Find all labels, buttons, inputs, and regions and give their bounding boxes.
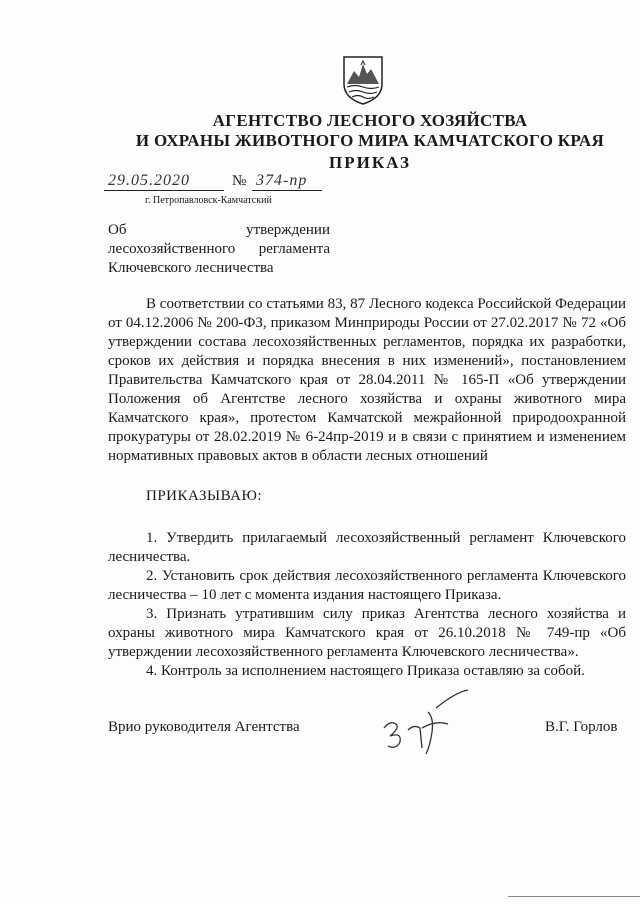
order-word: ПРИКАЗЫВАЮ:: [146, 488, 263, 504]
order-item: 1. Утвердить прилагаемый лесохозяйственный регламент Ключевского лесничества.: [108, 530, 626, 565]
handwritten-signature-icon: [376, 688, 476, 758]
order-item: 2. Установить срок действия лесохозяйственного регламента Ключевского лесничества – 10 лет с момента издания настоящего Приказа.: [108, 568, 626, 603]
order-items: [108, 529, 626, 681]
order-item: 4. Контроль за исполнением настоящего Приказа оставляю за собой.: [146, 663, 585, 679]
order-subject: Об утверждении лесохозяйственного регламента Ключевского лесничества: [108, 222, 330, 276]
document-type: ПРИКАЗ: [329, 153, 411, 172]
date-underline: [104, 190, 224, 191]
order-date: 29.05.2020: [108, 172, 190, 189]
order-number: 374-пр: [256, 172, 308, 189]
signatory-position: Врио руководителя Агентства: [108, 719, 300, 735]
city: г. Петропавловск-Камчатский: [145, 195, 272, 206]
number-label: №: [232, 173, 247, 189]
scan-edge-line: [508, 896, 640, 897]
agency-name-line-2: И ОХРАНЫ ЖИВОТНОГО МИРА КАМЧАТСКОГО КРАЯ: [135, 131, 605, 150]
agency-name-line-1: АГЕНТСТВО ЛЕСНОГО ХОЗЯЙСТВА: [212, 111, 528, 130]
number-underline: [252, 190, 322, 191]
kamchatka-coat-of-arms-icon: [341, 54, 385, 106]
preamble-paragraph: В соответствии со статьями 83, 87 Лесного кодекса Российской Федерации от 04.12.2006 № 200-ФЗ, приказом Минприроды России от 27.02.2017 № 72 «Об утверждении состава лесохозяйственных регламентов, порядка их разработки, сроков их действия и порядка внесения в них изменений», постановлением Правительства Камчатского края от 28.04.2011 № 165-П «Об утверждении Положения об Агентстве лесного хозяйства и охраны животного мира Камчатского края», протестом Камчатской межрайонной природоохранной прокуратуры от 28.02.2019 № 6-24пр-2019 и в связи с принятием и изменением нормативных правовых актов в области лесных отношений: [108, 296, 626, 464]
order-item: 3. Признать утратившим силу приказ Агентства лесного хозяйства и охраны животного мира Камчатского края от 26.10.2018 № 749-пр «Об утверждении лесохозяйственного регламента Ключевского лесничества».: [108, 606, 626, 660]
signatory-name: В.Г. Горлов: [545, 719, 618, 735]
